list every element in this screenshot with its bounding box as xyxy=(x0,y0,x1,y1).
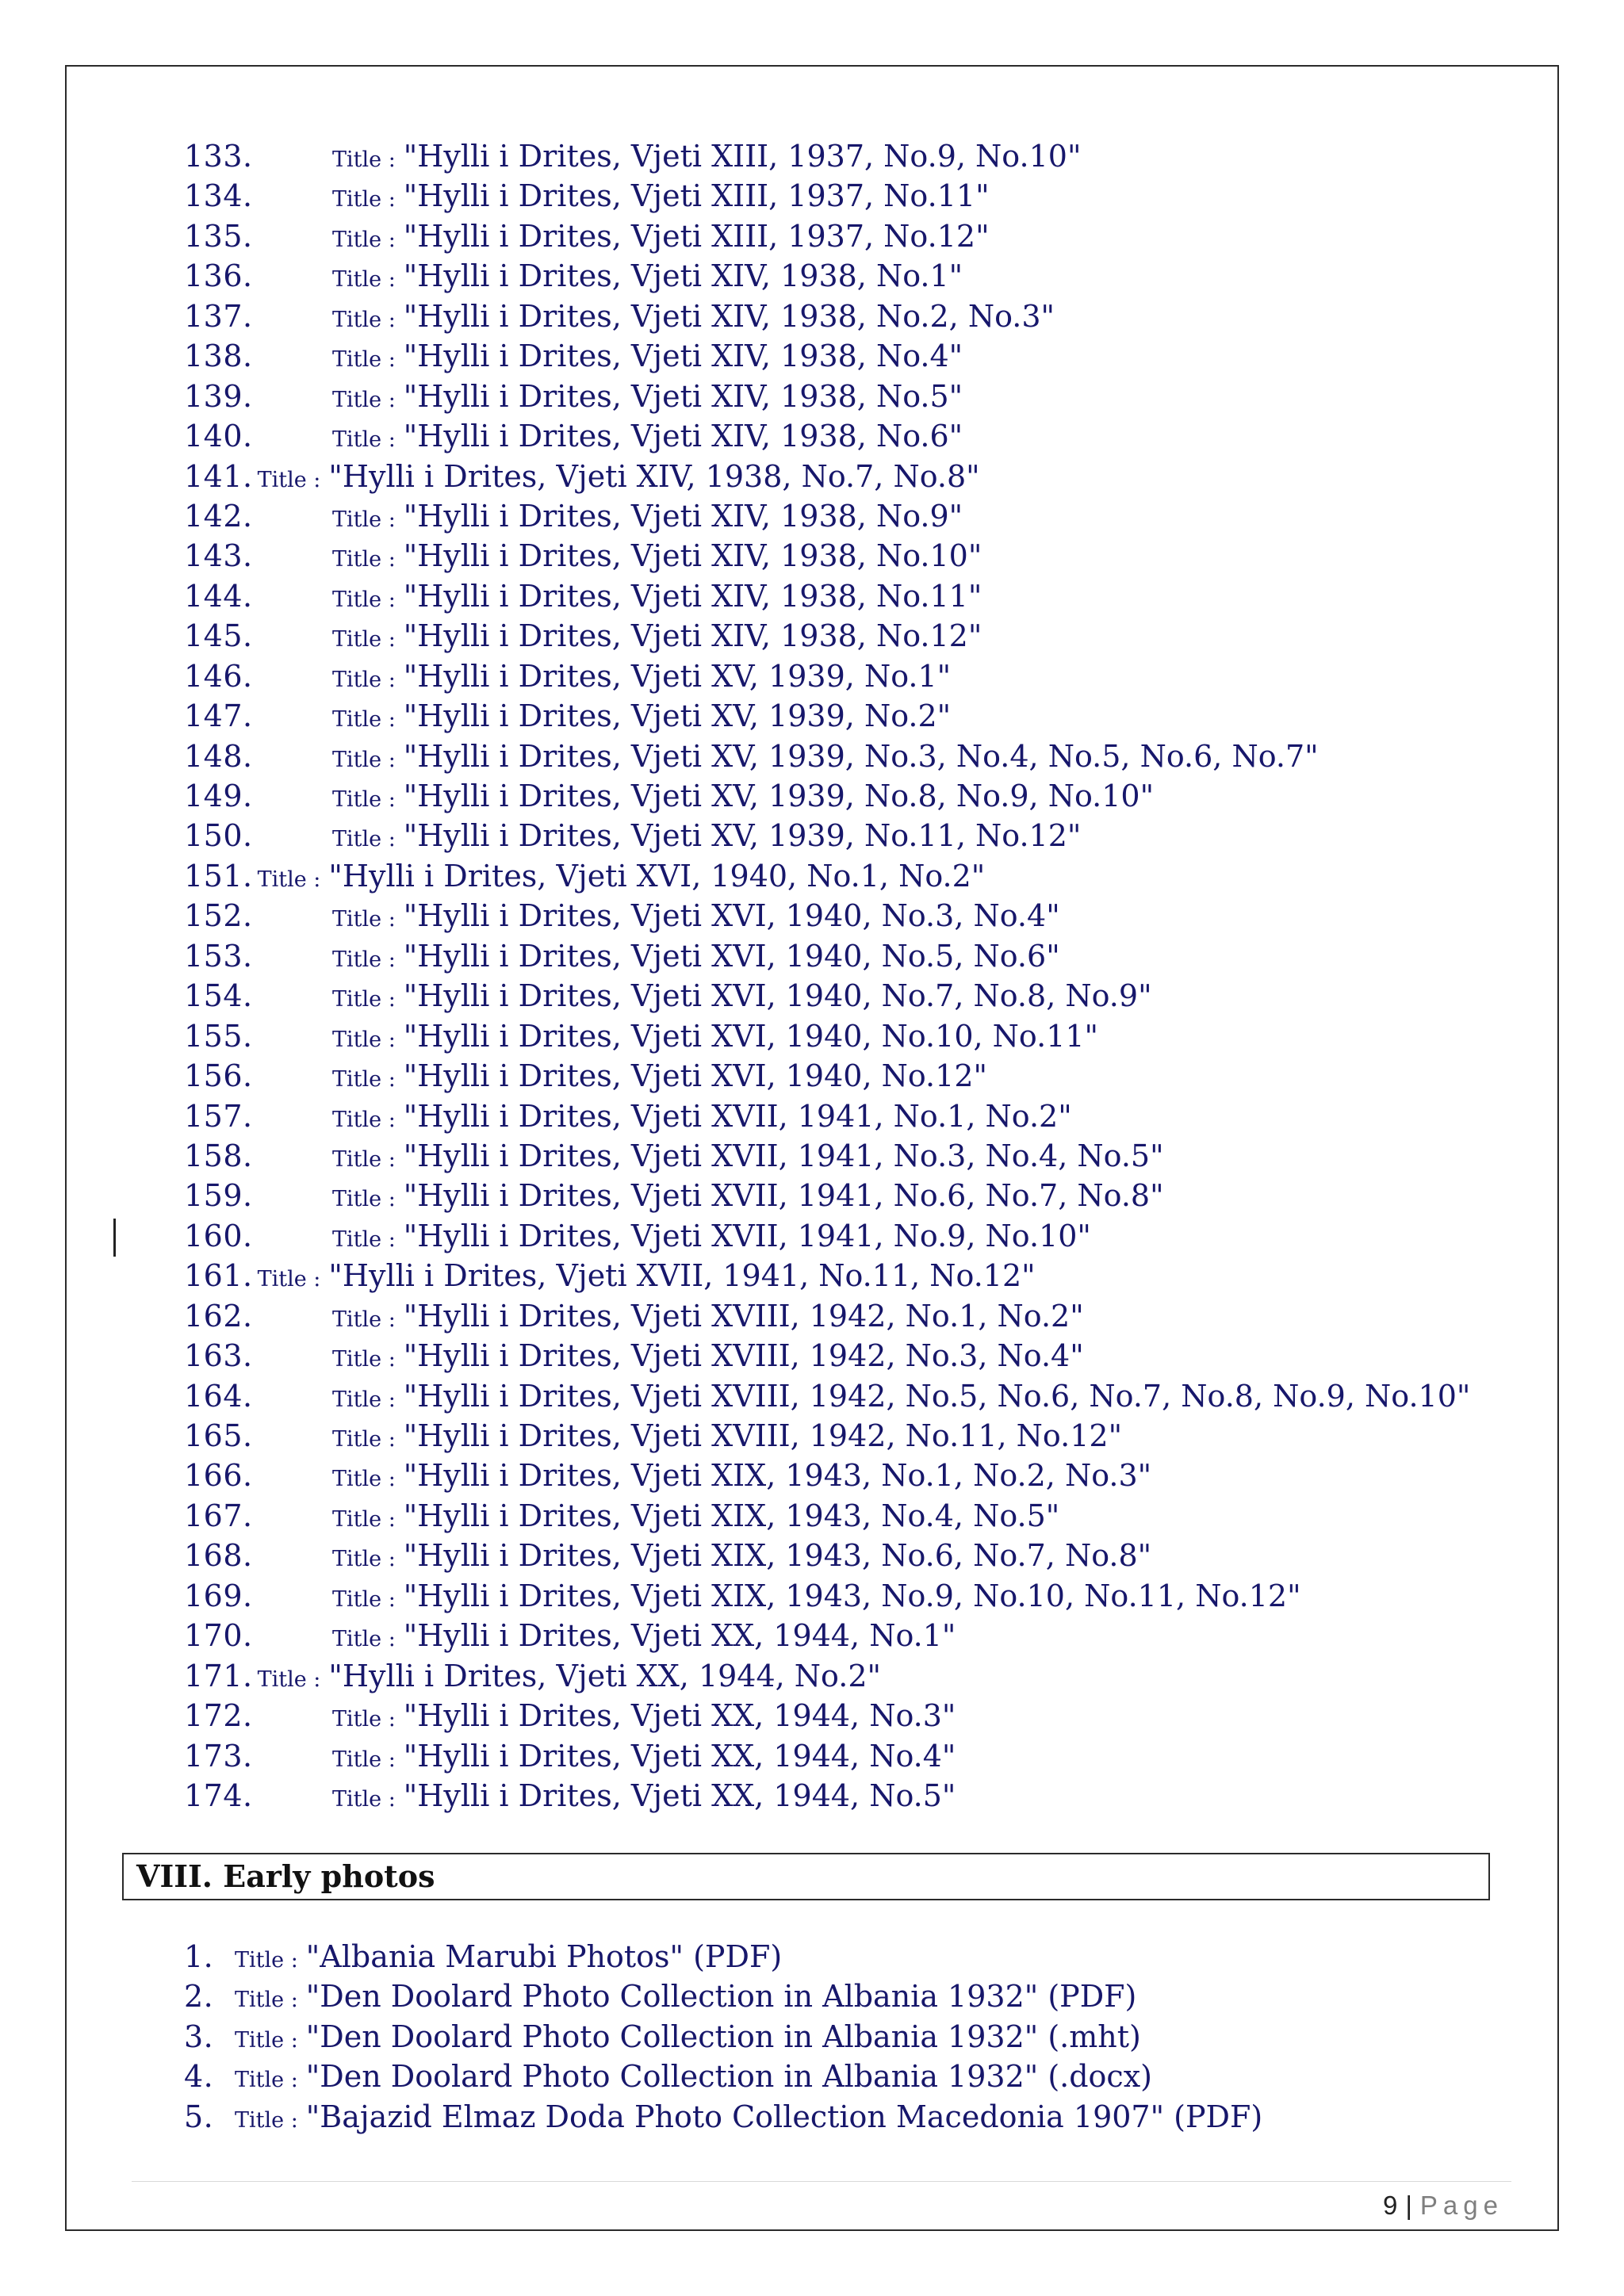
list-number: 1. xyxy=(184,1939,214,1974)
list-number: 168. xyxy=(184,1538,253,1574)
title-label: Title : xyxy=(332,1387,396,1412)
list-number: 152. xyxy=(184,898,253,934)
title-label: Title : xyxy=(332,1347,396,1372)
list-number: 150. xyxy=(184,818,253,854)
list-item xyxy=(184,536,1470,576)
list-number: 174. xyxy=(184,1777,253,1813)
title-text: "Hylli i Drites, Vjeti XIX, 1943, No.1, No.2, No.3" xyxy=(403,1458,1152,1494)
title-text: "Hylli i Drites, Vjeti XV, 1939, No.3, No.4, No.5, No.6, No.7" xyxy=(403,738,1319,774)
list-number: 143. xyxy=(184,538,253,574)
title-label: Title : xyxy=(332,1027,396,1052)
list-number: 154. xyxy=(184,978,253,1014)
list-number: 135. xyxy=(184,218,253,254)
list-number: 163. xyxy=(184,1338,253,1374)
title-label: Title : xyxy=(235,1988,298,2013)
list-number: 157. xyxy=(184,1098,253,1134)
title-label: Title : xyxy=(332,667,396,692)
list-item xyxy=(184,1776,1470,1816)
title-label: Title : xyxy=(332,587,396,612)
list-number: 144. xyxy=(184,578,253,614)
title-text: "Hylli i Drites, Vjeti XVII, 1941, No.3, No.4, No.5" xyxy=(403,1138,1164,1173)
title-text: "Hylli i Drites, Vjeti XX, 1944, No.3" xyxy=(403,1698,956,1734)
title-text: "Hylli i Drites, Vjeti XX, 1944, No.4" xyxy=(403,1738,956,1774)
title-label: Title : xyxy=(332,427,396,453)
list-number: 146. xyxy=(184,658,253,694)
list-number: 165. xyxy=(184,1418,253,1453)
list-item xyxy=(184,737,1470,776)
title-label: Title : xyxy=(235,2027,298,2053)
title-text: "Hylli i Drites, Vjeti XVI, 1940, No.5, No.6" xyxy=(403,938,1060,974)
list-number: 151. xyxy=(184,858,253,894)
title-label: Title : xyxy=(332,1107,396,1132)
text-cursor xyxy=(113,1219,116,1257)
list-number: 171. xyxy=(184,1658,253,1693)
title-text: "Hylli i Drites, Vjeti XVI, 1940, No.3, No.4" xyxy=(403,898,1060,934)
title-text: "Hylli i Drites, Vjeti XX, 1944, No.1" xyxy=(403,1618,956,1654)
title-text: "Hylli i Drites, Vjeti XV, 1939, No.1" xyxy=(403,658,952,694)
list-number: 140. xyxy=(184,419,253,454)
title-label: Title : xyxy=(332,1707,396,1732)
list-item xyxy=(184,1736,1470,1776)
title-label: Title : xyxy=(332,907,396,932)
title-text: "Hylli i Drites, Vjeti XIV, 1938, No.2, No.3" xyxy=(403,298,1055,334)
footer-rule xyxy=(132,2181,1511,2182)
list-number: 4. xyxy=(184,2059,214,2095)
list-number: 149. xyxy=(184,779,253,813)
title-label: Title : xyxy=(332,1586,396,1612)
list-number: 156. xyxy=(184,1058,253,1094)
list-number: 166. xyxy=(184,1458,253,1494)
page-number: 9 xyxy=(1382,2191,1398,2220)
title-text: "Hylli i Drites, Vjeti XV, 1939, No.2" xyxy=(403,698,952,734)
title-text: "Hylli i Drites, Vjeti XX, 1944, No.5" xyxy=(403,1777,956,1813)
list-item xyxy=(184,336,1470,376)
title-text: "Hylli i Drites, Vjeti XVII, 1941, No.1, No.2" xyxy=(403,1098,1072,1134)
list-number: 141. xyxy=(184,458,253,494)
list-number: 133. xyxy=(184,139,253,174)
title-text: "Hylli i Drites, Vjeti XIV, 1938, No.11" xyxy=(403,578,982,614)
list-number: 5. xyxy=(184,2099,214,2134)
title-text: "Hylli i Drites, Vjeti XIV, 1938, No.5" xyxy=(403,378,963,414)
list-item xyxy=(184,1656,1470,1696)
title-text: "Hylli i Drites, Vjeti XVII, 1941, No.6, No.7, No.8" xyxy=(403,1178,1164,1214)
list-item xyxy=(184,2097,1262,2137)
list-item xyxy=(184,816,1470,855)
title-label: Title : xyxy=(332,307,396,332)
list-number: 153. xyxy=(184,938,253,974)
list-item xyxy=(184,1176,1470,1215)
list-item xyxy=(184,256,1470,296)
list-number: 155. xyxy=(184,1018,253,1054)
title-text: "Hylli i Drites, Vjeti XVI, 1940, No.10, No.11" xyxy=(403,1018,1099,1054)
title-text: "Hylli i Drites, Vjeti XVIII, 1942, No.3, No.4" xyxy=(403,1338,1084,1374)
title-label: Title : xyxy=(332,507,396,532)
title-text: "Hylli i Drites, Vjeti XX, 1944, No.2" xyxy=(328,1658,882,1693)
list-number: 137. xyxy=(184,298,253,334)
title-text: "Hylli i Drites, Vjeti XIV, 1938, No.9" xyxy=(403,498,963,534)
title-text: "Hylli i Drites, Vjeti XIV, 1938, No.1" xyxy=(403,258,963,294)
title-text: "Hylli i Drites, Vjeti XVI, 1940, No.1, No.2" xyxy=(328,858,986,894)
list-item xyxy=(184,1416,1470,1456)
title-label: Title : xyxy=(332,547,396,572)
title-text: "Hylli i Drites, Vjeti XVI, 1940, No.7, No.8, No.9" xyxy=(403,978,1152,1014)
list-number: 158. xyxy=(184,1138,253,1173)
title-text: "Hylli i Drites, Vjeti XIX, 1943, No.9, No.10, No.11, No.12" xyxy=(403,1578,1301,1613)
list-item xyxy=(184,2017,1262,2057)
list-item xyxy=(184,1296,1470,1336)
title-text: "Hylli i Drites, Vjeti XV, 1939, No.8, No.9, No.10" xyxy=(403,779,1155,813)
title-label: Title : xyxy=(332,707,396,733)
list-number: 159. xyxy=(184,1178,253,1214)
title-text: "Den Doolard Photo Collection in Albania 1932" (.mht) xyxy=(305,2019,1141,2054)
title-label: Title : xyxy=(235,2107,298,2133)
list-item xyxy=(184,776,1470,816)
title-text: "Hylli i Drites, Vjeti XIV, 1938, No.10" xyxy=(403,538,982,574)
title-label: Title : xyxy=(257,467,321,492)
page-footer xyxy=(1383,2188,1503,2223)
title-label: Title : xyxy=(332,387,396,412)
title-text: "Hylli i Drites, Vjeti XIV, 1938, No.12" xyxy=(403,618,982,654)
list-item xyxy=(184,1216,1470,1256)
title-text: "Albania Marubi Photos" (PDF) xyxy=(305,1939,783,1974)
list-item xyxy=(184,1016,1470,1056)
title-label: Title : xyxy=(332,187,396,212)
title-label: Title : xyxy=(332,267,396,293)
title-label: Title : xyxy=(332,1226,396,1252)
list-item xyxy=(184,136,1470,176)
title-text: "Hylli i Drites, Vjeti XVIII, 1942, No.1, No.2" xyxy=(403,1298,1084,1334)
list-number: 169. xyxy=(184,1578,253,1613)
list-item xyxy=(184,576,1470,616)
title-text: "Hylli i Drites, Vjeti XIV, 1938, No.7, No.8" xyxy=(328,458,980,494)
list-item xyxy=(184,1937,1262,1976)
title-text: "Den Doolard Photo Collection in Albania 1932" (.docx) xyxy=(305,2059,1152,2095)
list-item xyxy=(184,696,1470,736)
list-number: 172. xyxy=(184,1698,253,1734)
list-item xyxy=(184,416,1470,456)
title-label: Title : xyxy=(257,1667,321,1692)
title-label: Title : xyxy=(332,1547,396,1572)
page-word: Page xyxy=(1419,2191,1503,2220)
title-label: Title : xyxy=(332,1747,396,1772)
list-number: 142. xyxy=(184,498,253,534)
title-label: Title : xyxy=(332,1427,396,1452)
list-item xyxy=(184,176,1470,216)
title-text: "Bajazid Elmaz Doda Photo Collection Macedonia 1907" (PDF) xyxy=(305,2099,1263,2134)
title-label: Title : xyxy=(332,1187,396,1212)
title-label: Title : xyxy=(332,627,396,652)
list-number: 3. xyxy=(184,2019,214,2054)
list-item xyxy=(184,1576,1470,1616)
list-item xyxy=(184,616,1470,656)
list-item xyxy=(184,297,1470,336)
list-item xyxy=(184,1056,1470,1096)
list-item xyxy=(184,976,1470,1016)
title-text: "Hylli i Drites, Vjeti XIX, 1943, No.4, No.5" xyxy=(403,1498,1060,1533)
list-item xyxy=(184,2057,1262,2096)
list-number: 136. xyxy=(184,258,253,294)
list-number: 145. xyxy=(184,618,253,654)
list-number: 164. xyxy=(184,1378,253,1414)
list-item xyxy=(184,896,1470,936)
list-item xyxy=(184,1256,1470,1295)
title-label: Title : xyxy=(332,1627,396,1652)
title-text: "Hylli i Drites, Vjeti XVIII, 1942, No.11, No.12" xyxy=(403,1418,1123,1453)
list-item xyxy=(184,496,1470,536)
list-item xyxy=(184,1536,1470,1575)
title-label: Title : xyxy=(332,227,396,252)
title-text: "Hylli i Drites, Vjeti XIII, 1937, No.9, No.10" xyxy=(403,139,1082,174)
list-item xyxy=(184,1976,1262,2016)
title-label: Title : xyxy=(257,1267,321,1292)
title-text: "Hylli i Drites, Vjeti XVII, 1941, No.9, No.10" xyxy=(403,1218,1091,1253)
list-number: 161. xyxy=(184,1258,253,1294)
list-number: 2. xyxy=(184,1979,214,2015)
title-label: Title : xyxy=(332,947,396,972)
list-item xyxy=(184,1096,1470,1136)
title-label: Title : xyxy=(332,1467,396,1492)
list-item xyxy=(184,936,1470,976)
title-text: "Hylli i Drites, Vjeti XIII, 1937, No.12" xyxy=(403,218,990,254)
title-label: Title : xyxy=(332,1307,396,1332)
title-label: Title : xyxy=(332,147,396,172)
photos-list xyxy=(184,1937,1262,2137)
footer-separator: | xyxy=(1405,2191,1412,2220)
list-number: 162. xyxy=(184,1298,253,1334)
journal-list xyxy=(184,136,1470,1816)
list-number: 167. xyxy=(184,1498,253,1533)
title-text: "Hylli i Drites, Vjeti XVII, 1941, No.11, No.12" xyxy=(328,1258,1036,1294)
list-item xyxy=(184,1136,1470,1176)
list-item xyxy=(184,1696,1470,1735)
section-heading-box xyxy=(122,1853,1490,1900)
title-text: "Hylli i Drites, Vjeti XIX, 1943, No.6, No.7, No.8" xyxy=(403,1538,1152,1574)
title-text: "Hylli i Drites, Vjeti XIV, 1938, No.4" xyxy=(403,339,963,374)
list-number: 147. xyxy=(184,698,253,734)
list-item xyxy=(184,856,1470,896)
list-number: 160. xyxy=(184,1218,253,1253)
list-item xyxy=(184,656,1470,696)
list-number: 139. xyxy=(184,378,253,414)
title-text: "Hylli i Drites, Vjeti XV, 1939, No.11, No.12" xyxy=(403,818,1082,854)
list-number: 148. xyxy=(184,738,253,774)
title-label: Title : xyxy=(332,1067,396,1093)
list-number: 134. xyxy=(184,178,253,214)
list-item xyxy=(184,1496,1470,1536)
list-item xyxy=(184,457,1470,496)
list-item xyxy=(184,1336,1470,1376)
title-text: "Hylli i Drites, Vjeti XVIII, 1942, No.5, No.6, No.7, No.8, No.9, No.10" xyxy=(403,1378,1471,1414)
title-label: Title : xyxy=(332,1506,396,1532)
section-heading: VIII. Early photos xyxy=(136,1858,435,1894)
title-label: Title : xyxy=(332,1786,396,1812)
title-label: Title : xyxy=(332,827,396,852)
title-text: "Hylli i Drites, Vjeti XIII, 1937, No.11" xyxy=(403,178,990,214)
list-item xyxy=(184,1616,1470,1655)
title-label: Title : xyxy=(257,867,321,892)
list-number: 170. xyxy=(184,1618,253,1654)
title-label: Title : xyxy=(235,2068,298,2093)
title-label: Title : xyxy=(332,987,396,1012)
list-item xyxy=(184,377,1470,416)
title-label: Title : xyxy=(332,787,396,812)
title-label: Title : xyxy=(332,347,396,373)
title-label: Title : xyxy=(235,1948,298,1973)
title-label: Title : xyxy=(332,747,396,772)
title-text: "Hylli i Drites, Vjeti XVI, 1940, No.12" xyxy=(403,1058,987,1094)
list-number: 173. xyxy=(184,1738,253,1774)
list-item xyxy=(184,216,1470,256)
title-text: "Den Doolard Photo Collection in Albania 1932" (PDF) xyxy=(305,1979,1137,2015)
list-item xyxy=(184,1376,1470,1416)
title-label: Title : xyxy=(332,1146,396,1172)
list-item xyxy=(184,1456,1470,1495)
title-text: "Hylli i Drites, Vjeti XIV, 1938, No.6" xyxy=(403,419,963,454)
list-number: 138. xyxy=(184,339,253,374)
